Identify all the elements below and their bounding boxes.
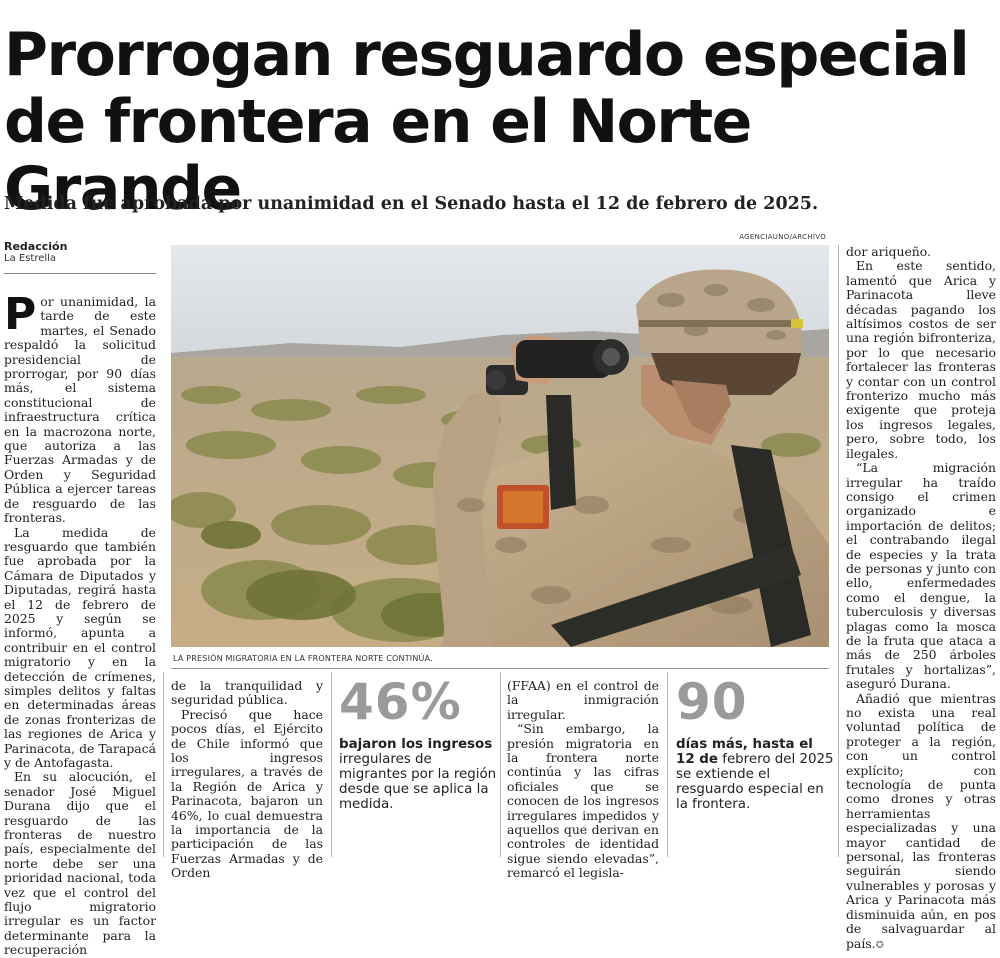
byline-divider [4, 273, 156, 274]
drop-cap: P [4, 289, 37, 340]
paragraph: La medida de resguardo que también fue aprobada por la Cámara de Diputados y Diputadas, regirá hasta el 12 de febrero de 2025 y según se informó, apunta a contribuir en el control migratorio y en la detección de crímenes, simples delitos y faltas en determinadas áreas de zonas fronterizas de las regiones de Arica y Parinacota, de Tarapacá y de Antofagasta. [4, 524, 156, 770]
byline-outlet: La Estrella [4, 253, 57, 264]
paragraph: dor ariqueño. [846, 244, 931, 259]
stat-callout-46-percent [339, 675, 499, 812]
stat-number: 90 [676, 673, 748, 731]
caption-divider [171, 668, 829, 669]
article-column-4 [507, 679, 659, 881]
paragraph: Precisó que hace pocos días, el Ejército de Chile informó que los ingresos irregulares, a través de la Región de Arica y Parinacota, bajaron un 46%, lo cual demuestra la importancia de la participación de las Fuerzas Armadas y de Orden [171, 706, 323, 881]
end-mark-icon: ✪ [875, 939, 884, 951]
stat-description [339, 737, 499, 812]
subheadline: Medida fue aprobada por unanimidad en el Senado hasta el 12 de febrero de 2025. [4, 194, 819, 214]
article-column-2 [171, 679, 323, 881]
paragraph [4, 289, 156, 526]
paragraph: En su alocución, el senador José Miguel Durana dijo que el resguardo de las fronteras de nuestro país, especialmente del norte debe ser una prioridad nacional, toda vez que el control del flujo migratorio irregular es un factor determinante para la recuperación [4, 769, 156, 958]
soldier-with-binoculars-illustration [171, 245, 829, 647]
stat-description-text: irregulares de migrantes por la región desde que se aplica la medida. [339, 752, 497, 812]
stat-description-bold: días más, hasta el 12 de [676, 737, 813, 767]
column-divider [667, 672, 668, 857]
column-divider [163, 672, 164, 857]
stat-callout-90-days [676, 675, 836, 812]
photo-caption: LA PRESIÓN MIGRATORIA EN LA FRONTERA NORTE CONTINÚA. [173, 654, 433, 663]
paragraph-text: Añadió que mientras no exista una real voluntad política de proteger a la región, con un control explícito; con tecnología de punta como drones y otras herramientas especializadas y una mayor cantidad de personal, las fronteras seguirán siendo vulnerables y porosas y Arica y Parinacota más disminuida aún, en pos de salvaguardar al país. [846, 690, 996, 951]
byline [4, 240, 156, 264]
paragraph: “Sin embargo, la presión migratoria en la frontera norte continúa y las cifras oficiales que se conocen de los ingresos irregulares impedidos y aquellos que derivan en controles de identidad sigue siendo elevadas”, remarcó el legisla- [507, 721, 659, 881]
article-column-1 [4, 289, 156, 958]
stat-number: 46% [339, 673, 462, 731]
paragraph: de la tranquilidad y seguridad pública. [171, 678, 323, 708]
headline: Prorrogan resguardo especial de frontera en el Norte Grande [4, 20, 969, 224]
byline-author: Redacción [4, 240, 68, 253]
article-photo [171, 245, 829, 647]
stat-description [676, 737, 836, 812]
stat-description-bold: bajaron los ingresos [339, 737, 493, 752]
column-divider [838, 245, 839, 857]
column-divider [331, 672, 332, 857]
stat-description-text: febrero del 2025 se extiende el resguardo especial en la frontera. [676, 752, 834, 812]
paragraph [846, 692, 996, 953]
article-column-6 [846, 245, 996, 953]
photo-credit: AGENCIAUNO/ARCHIVO [739, 233, 826, 241]
paragraph: En este sentido, lamentó que Arica y Parinacota lleve décadas pagando los altísimos costos de ser una región bifronteriza, por lo que necesario fortalecer las fronteras y contar con un control fronterizo mucho más exigente que proteja los ingresos legales, pero, sobre todo, los ilegales. [846, 258, 996, 461]
paragraph: “La migración irregular ha traído consigo el crimen organizado e importación de delitos; el contrabando ilegal de especies y la trata de personas y junto con ello, enfermedades como el dengue, la tuberculosis y diversas plagas como la mosca de la fruta que ataca a más de 250 árboles frutales y hortalizas”, aseguró Durana. [846, 460, 996, 692]
paragraph-text: or unanimidad, la tarde de este martes, el Senado respaldó la solicitud presidencial de prorrogar, por 90 días más, el sistema constitucional de infraestructura crítica en la macrozona norte, que autoriza a las Fuerzas Armadas y de Orden y Seguridad Pública a ejercer tareas de resguardo de las fronteras. [4, 294, 156, 526]
paragraph: (FFAA) en el control de la inmigración irregular. [507, 678, 659, 722]
column-divider [500, 672, 501, 857]
